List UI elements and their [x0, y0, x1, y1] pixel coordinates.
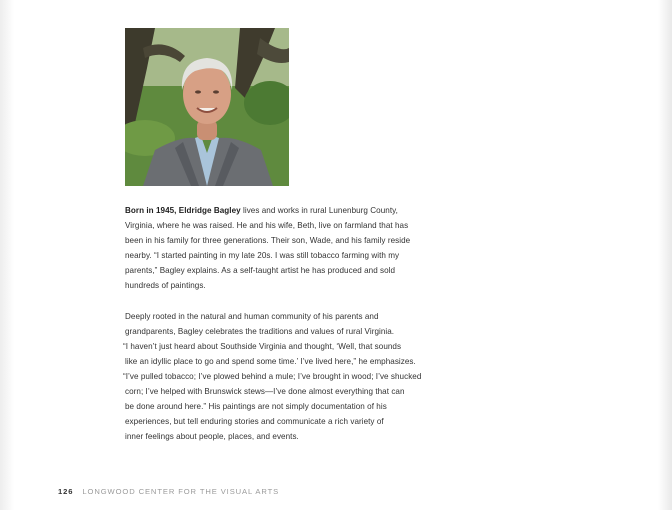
biography-text [125, 203, 497, 444]
publication-title: LONGWOOD CENTER FOR THE VISUAL ARTS [82, 487, 280, 496]
page-edge-right [658, 0, 672, 510]
text-line: hundreds of paintings. [125, 281, 206, 291]
portrait-photo-icon [125, 28, 289, 186]
portrait-photo [125, 28, 289, 186]
text-line: like an idyllic place to go and spend some time.’ I’ve lived here,” he emphasizes. [125, 356, 416, 366]
text-line: corn; I’ve helped with Brunswick stews—I’ve done almost everything that can [125, 387, 405, 397]
text-line: been in his family for three generations. Their son, Wade, and his family reside [125, 236, 411, 246]
text-line: be done around here.” His paintings are not simply documentation of his [125, 402, 387, 412]
text-line: “I haven’t just heard about Southside Virginia and thought, ‘Well, that sounds [123, 341, 402, 351]
paragraph-intro [125, 203, 497, 294]
lead-name: Born in 1945, Eldridge Bagley [125, 206, 241, 215]
text-line: “I’ve pulled tobacco; I’ve plowed behind a mule; I’ve brought in wood; I’ve shucked [123, 371, 422, 381]
text-line: inner feelings about people, places, and events. [125, 432, 299, 442]
text-line: Deeply rooted in the natural and human community of his parents and [125, 311, 379, 321]
text-line: nearby. “I started painting in my late 20s. I was still tobacco farming with my [125, 251, 400, 261]
text-line: parents,” Bagley explains. As a self-taught artist he has produced and sold [125, 266, 396, 276]
page-edge-left [0, 0, 14, 510]
text-line: Born in 1945, Eldridge Bagley lives and works in rural Lunenburg County, [125, 206, 398, 215]
paragraph-roots [125, 309, 497, 445]
page-footer [58, 487, 279, 496]
page-number: 126 [58, 487, 74, 496]
text-line: experiences, but tell enduring stories and communicate a rich variety of [125, 417, 384, 427]
text-line: Virginia, where he was raised. He and his wife, Beth, live on farmland that has [125, 221, 409, 231]
text-line: grandparents, Bagley celebrates the traditions and values of rural Virginia. [125, 326, 395, 336]
